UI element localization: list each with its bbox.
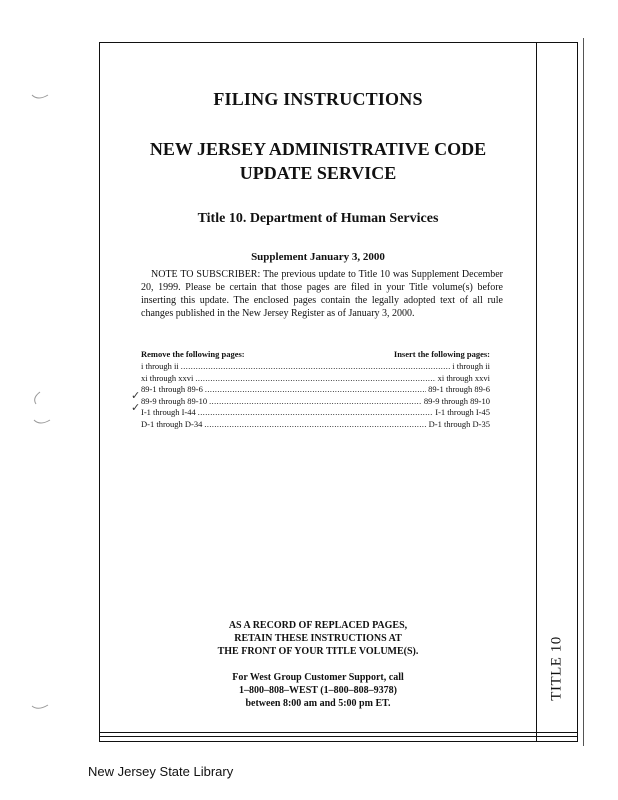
- remove-range: i through ii: [141, 361, 179, 371]
- title-heading: Title 10. Department of Human Services: [197, 211, 439, 226]
- support-hours: between 8:00 am and 5:00 pm ET.: [245, 698, 391, 709]
- sub-title: [100, 137, 536, 185]
- record-instructions: [100, 619, 536, 658]
- pages-table-header: [141, 349, 490, 359]
- insert-pages-header: Insert the following pages:: [393, 349, 490, 359]
- support-phone: 1–800–808–WEST (1–800–808–9378): [239, 685, 397, 696]
- handwritten-check-icon: ✓: [131, 402, 141, 414]
- record-line2: RETAIN THESE INSTRUCTIONS AT: [234, 633, 402, 644]
- library-footer: New Jersey State Library: [88, 764, 234, 779]
- punch-hole-mark-middle: [30, 390, 52, 430]
- table-row: [141, 384, 490, 396]
- remove-range: D-1 through D-34: [141, 418, 203, 429]
- instruction-sheet: [99, 42, 578, 742]
- dot-leader: [209, 396, 422, 408]
- record-line1: AS A RECORD OF REPLACED PAGES,: [228, 620, 408, 631]
- dot-leader: [204, 419, 426, 431]
- table-row: [141, 419, 490, 431]
- dot-leader: [195, 373, 435, 385]
- insert-range: 89-9 through 89-10: [423, 395, 490, 406]
- subscriber-note-text: NOTE TO SUBSCRIBER: The previous update to Title 10 was Supplement December 20, 1999. Please be certain that those pages are filed in your Title volume(s) before inserting this update. The enclosed pages contain the legally adopted text of all rule changes published in the New Jersey Register as of January 3, 2000.: [141, 269, 503, 319]
- support-line1: For West Group Customer Support, call: [232, 672, 404, 683]
- table-row: [141, 407, 490, 419]
- table-row: [141, 396, 490, 408]
- remove-pages-header: Remove the following pages:: [141, 349, 245, 359]
- insert-range: 89-1 through 89-6: [428, 384, 490, 394]
- sub-title-line2: UPDATE SERVICE: [239, 163, 397, 183]
- spine-label: [536, 613, 579, 723]
- record-line3: THE FRONT OF YOUR TITLE VOLUME(S).: [217, 646, 419, 657]
- remove-range: I-1 through I-44: [141, 407, 196, 417]
- dot-leader: [198, 407, 433, 419]
- spine-label-text: TITLE 10: [549, 635, 565, 701]
- remove-range: xi through xxvi: [141, 372, 194, 383]
- insert-range: xi through xxvi: [437, 372, 490, 383]
- subscriber-note: [141, 268, 503, 320]
- punch-hole-mark-bottom: [30, 702, 52, 712]
- main-title: FILING INSTRUCTIONS: [213, 89, 423, 109]
- bottom-rule-double: [100, 736, 577, 737]
- supplement-date: Supplement January 3, 2000: [251, 251, 385, 263]
- insert-range: i through ii: [452, 361, 490, 371]
- dot-leader: [181, 361, 450, 373]
- remove-range: 89-9 through 89-10: [141, 395, 208, 406]
- remove-range: 89-1 through 89-6: [141, 384, 203, 394]
- handwritten-check-icon: ✓: [131, 390, 141, 402]
- customer-support: [100, 671, 536, 710]
- punch-hole-mark-top: [30, 92, 52, 102]
- page-edge-line: [583, 38, 584, 746]
- sub-title-line1: NEW JERSEY ADMINISTRATIVE CODE: [149, 139, 487, 159]
- table-row: [141, 361, 490, 373]
- insert-range: I-1 through I-45: [435, 407, 490, 417]
- table-row: [141, 373, 490, 385]
- insert-range: D-1 through D-35: [428, 418, 490, 429]
- pages-table: [141, 349, 490, 430]
- bottom-rule: [100, 732, 577, 733]
- dot-leader: [205, 384, 426, 396]
